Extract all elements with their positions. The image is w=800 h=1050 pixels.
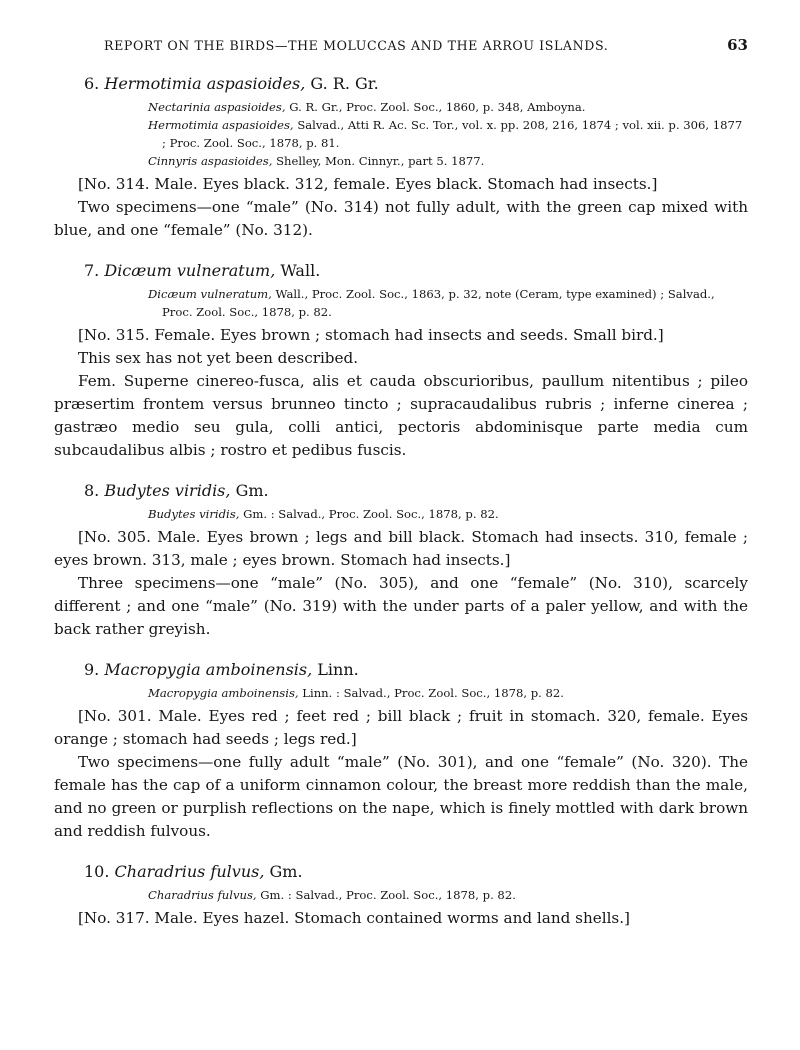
specimen-label-note: [No. 305. Male. Eyes brown ; legs and bill black. Stomach had insects. 310, female ; eyes brown. 313, male ; eyes brown. Stomach had insects.] bbox=[54, 528, 748, 569]
species-number: 10. bbox=[84, 862, 110, 881]
species-authority: G. R. Gr. bbox=[310, 74, 379, 93]
species-heading bbox=[54, 861, 748, 883]
specimen-label-note: [No. 301. Male. Eyes red ; feet red ; bill black ; fruit in stomach. 320, female. Eyes orange ; stomach had seeds ; legs red.] bbox=[54, 707, 748, 748]
synonymy-block bbox=[54, 886, 748, 904]
species-name: Dicæum vulneratum, bbox=[104, 261, 276, 280]
synonym-name: Budytes viridis, bbox=[148, 507, 240, 521]
specimen-remark: This sex has not yet been described. bbox=[78, 349, 359, 367]
specimen-label-note: [No. 317. Male. Eyes hazel. Stomach contained worms and land shells.] bbox=[78, 909, 630, 927]
synonym-reference: G. R. Gr., Proc. Zool. Soc., 1860, p. 348, Amboyna. bbox=[289, 100, 586, 114]
specimen-remark: Three specimens—one “male” (No. 305), and one “female” (No. 310), scarcely different ; and one “male” (No. 319) with the under parts of a paler yellow, and with the back rather greyish. bbox=[54, 574, 748, 638]
species-name: Macropygia amboinensis, bbox=[104, 660, 313, 679]
specimen-remark: Two specimens—one “male” (No. 314) not fully adult, with the green cap mixed with blue, and one “female” (No. 312). bbox=[54, 198, 748, 239]
running-head bbox=[104, 36, 748, 55]
synonymy-entry bbox=[148, 285, 748, 321]
species-heading bbox=[54, 73, 748, 95]
synonym-name: Dicæum vulneratum, bbox=[148, 287, 272, 301]
synonym-name: Nectarinia aspasioides, bbox=[148, 100, 286, 114]
species-number: 7. bbox=[84, 261, 100, 280]
species-entry bbox=[54, 73, 748, 242]
specimen-remark: Two specimens—one fully adult “male” (No. 301), and one “female” (No. 320). The female has the cap of a uniform cinnamon colour, the breast more reddish than the male, and no green or purplish reflections on the nape, which is finely mottled with dark brown and reddish fulvous. bbox=[54, 753, 748, 840]
synonymy-entry bbox=[148, 505, 748, 523]
synonym-reference: Salvad., Atti R. Ac. Sc. Tor., vol. x. pp. 208, 216, 1874 ; vol. xii. p. 306, 1877 ; Proc. Zool. Soc., 1878, p. 81. bbox=[162, 118, 743, 150]
synonym-reference: Gm. : Salvad., Proc. Zool. Soc., 1878, p. 82. bbox=[260, 888, 516, 902]
synonymy-entry bbox=[148, 886, 748, 904]
synonymy-block bbox=[54, 98, 748, 170]
species-entry bbox=[54, 659, 748, 843]
synonym-name: Macropygia amboinensis, bbox=[148, 686, 299, 700]
synonym-reference: Linn. : Salvad., Proc. Zool. Soc., 1878, p. 82. bbox=[302, 686, 564, 700]
synonymy-entry bbox=[148, 684, 748, 702]
latin-description: Fem. Superne cinereo-fusca, alis et cauda obscurioribus, paullum nitentibus ; pileo præsertim frontem versus brunneo tincto ; supracaudalibus rubris ; inferne cinerea ; gastræo medio seu gula, colli antici, pectoris abdominisque parte media cum subcaudalibus albis ; rostro et pedibus fuscis. bbox=[54, 372, 748, 459]
synonym-name: Charadrius fulvus, bbox=[148, 888, 257, 902]
species-number: 6. bbox=[84, 74, 100, 93]
species-number: 8. bbox=[84, 481, 100, 500]
synonymy-entry bbox=[148, 152, 748, 170]
species-name: Hermotimia aspasioides, bbox=[104, 74, 306, 93]
species-number: 9. bbox=[84, 660, 100, 679]
synonymy-block bbox=[54, 285, 748, 321]
specimen-label-note: [No. 314. Male. Eyes black. 312, female. Eyes black. Stomach had insects.] bbox=[78, 175, 658, 193]
species-heading bbox=[54, 480, 748, 502]
synonymy-block bbox=[54, 505, 748, 523]
synonymy-block bbox=[54, 684, 748, 702]
species-authority: Gm. bbox=[269, 862, 303, 881]
synonym-name: Hermotimia aspasioides, bbox=[148, 118, 294, 132]
synonym-reference: Wall., Proc. Zool. Soc., 1863, p. 32, note (Ceram, type examined) ; Salvad., Proc. Zool. Soc., 1878, p. 82. bbox=[162, 287, 715, 319]
synonymy-entry bbox=[148, 116, 748, 152]
species-heading bbox=[54, 260, 748, 282]
running-title: REPORT ON THE BIRDS—THE MOLUCCAS AND THE ARROU ISLANDS. bbox=[104, 38, 609, 53]
species-authority: Wall. bbox=[280, 261, 321, 280]
species-authority: Gm. bbox=[235, 481, 269, 500]
synonym-reference: Shelley, Mon. Cinnyr., part 5. 1877. bbox=[276, 154, 485, 168]
species-entry bbox=[54, 260, 748, 462]
species-entry bbox=[54, 480, 748, 641]
species-heading bbox=[54, 659, 748, 681]
species-name: Budytes viridis, bbox=[104, 481, 231, 500]
synonymy-entry bbox=[148, 98, 748, 116]
species-entry bbox=[54, 861, 748, 930]
species-name: Charadrius fulvus, bbox=[114, 862, 265, 881]
specimen-label-note: [No. 315. Female. Eyes brown ; stomach had insects and seeds. Small bird.] bbox=[78, 326, 664, 344]
page-number: 63 bbox=[727, 36, 748, 54]
synonym-name: Cinnyris aspasioides, bbox=[148, 154, 273, 168]
synonym-reference: Gm. : Salvad., Proc. Zool. Soc., 1878, p. 82. bbox=[243, 507, 499, 521]
species-authority: Linn. bbox=[317, 660, 359, 679]
